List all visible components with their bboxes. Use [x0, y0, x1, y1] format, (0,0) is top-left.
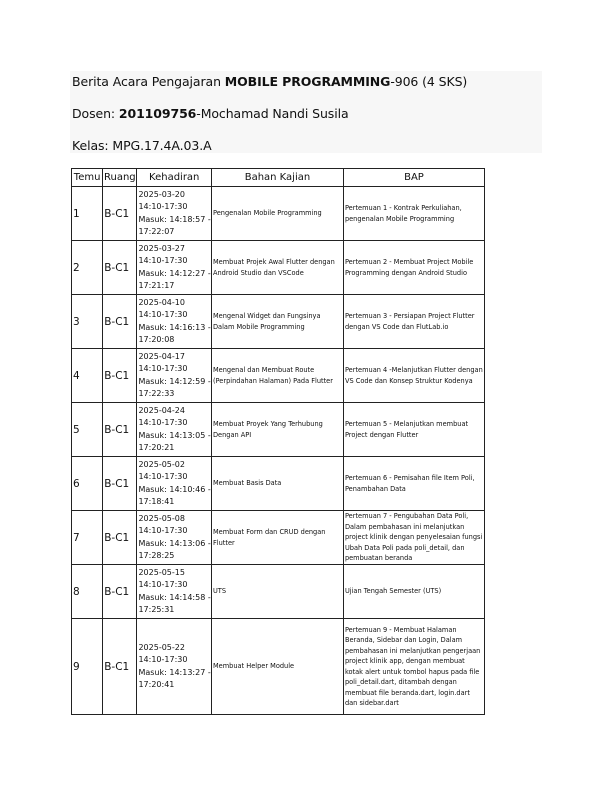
table-row	[72, 187, 485, 241]
cell-bap: Pertemuan 9 - Membuat Halaman Beranda, Sidebar dan Login, Dalam pembahasan ini melanjutkan pengerjaan project klinik app, dengan membuat kotak alert untuk tombol hapus pada file poli_detail.dart, ditambah dengan membuat file beranda.dart, login.dart dan sidebar.dart	[343, 619, 484, 715]
table-row	[72, 295, 485, 349]
cell-kehadiran	[137, 349, 212, 403]
schedule-time: 2025-05-02 14:10-17:30	[138, 460, 188, 482]
cell-temu: 1	[72, 187, 103, 241]
attendance-time: Masuk: 14:13:05 - 17:20:21	[138, 430, 211, 452]
header-kehadiran: Kehadiran	[137, 169, 212, 187]
schedule-time: 2025-03-20 14:10-17:30	[138, 190, 188, 212]
cell-ruang: B-C1	[103, 511, 137, 565]
attendance-time: Masuk: 14:10:46 - 17:18:41	[138, 484, 211, 506]
schedule-time: 2025-04-10 14:10-17:30	[138, 298, 188, 320]
title-prefix: Berita Acara Pengajaran	[72, 74, 225, 89]
cell-bap: Pertemuan 6 - Pemisahan file Item Poli, Penambahan Data	[343, 457, 484, 511]
lecturer-name: -Mochamad Nandi Susila	[196, 106, 349, 121]
attendance-time: Masuk: 14:14:58 - 17:25:31	[138, 592, 211, 614]
cell-kehadiran	[137, 619, 212, 715]
cell-temu: 8	[72, 565, 103, 619]
cell-bahan-kajian: UTS	[211, 565, 343, 619]
cell-kehadiran	[137, 403, 212, 457]
cell-ruang: B-C1	[103, 619, 137, 715]
table-row	[72, 349, 485, 403]
cell-ruang: B-C1	[103, 457, 137, 511]
table-body	[72, 187, 485, 715]
cell-ruang: B-C1	[103, 403, 137, 457]
lecturer-id: 201109756	[118, 106, 197, 121]
cell-ruang: B-C1	[103, 187, 137, 241]
cell-bap: Pertemuan 2 - Membuat Project Mobile Programming dengan Android Studio	[343, 241, 484, 295]
attendance-time: Masuk: 14:13:27 - 17:20:41	[138, 667, 211, 689]
header-ruang: Ruang	[103, 169, 137, 187]
attendance-table	[71, 168, 485, 715]
attendance-time: Masuk: 14:12:59 - 17:22:33	[138, 376, 211, 398]
cell-bahan-kajian: Membuat Form dan CRUD dengan Flutter	[211, 511, 343, 565]
cell-kehadiran	[137, 295, 212, 349]
cell-bap: Pertemuan 7 - Pengubahan Data Poli, Dalam pembahasan ini melanjutkan project klinik dengan penyelesaian fungsi Ubah Data Poli pada poli_detail, dan pembuatan beranda	[343, 511, 484, 565]
cell-kehadiran	[137, 241, 212, 295]
class-line: Kelas: MPG.17.4A.03.A	[72, 138, 212, 153]
table-row	[72, 241, 485, 295]
cell-bahan-kajian: Pengenalan Mobile Programming	[211, 187, 343, 241]
schedule-time: 2025-05-22 14:10-17:30	[138, 643, 188, 665]
cell-ruang: B-C1	[103, 349, 137, 403]
cell-bap: Pertemuan 5 - Melanjutkan membuat Project dengan Flutter	[343, 403, 484, 457]
cell-kehadiran	[137, 565, 212, 619]
cell-ruang: B-C1	[103, 241, 137, 295]
header-bap: BAP	[343, 169, 484, 187]
cell-bahan-kajian: Membuat Proyek Yang Terhubung Dengan API	[211, 403, 343, 457]
cell-temu: 2	[72, 241, 103, 295]
cell-temu: 3	[72, 295, 103, 349]
cell-bahan-kajian: Membuat Projek Awal Flutter dengan Android Studio dan VSCode	[211, 241, 343, 295]
cell-bap: Pertemuan 1 - Kontrak Perkuliahan, pengenalan Mobile Programming	[343, 187, 484, 241]
cell-bap: Pertemuan 4 -Melanjutkan Flutter dengan VS Code dan Konsep Struktur Kodenya	[343, 349, 484, 403]
lecturer-label: Dosen:	[72, 106, 119, 121]
schedule-time: 2025-05-08 14:10-17:30	[138, 514, 188, 536]
cell-ruang: B-C1	[103, 565, 137, 619]
attendance-time: Masuk: 14:13:06 - 17:28:25	[138, 538, 211, 560]
cell-ruang: B-C1	[103, 295, 137, 349]
cell-bahan-kajian: Membuat Helper Module	[211, 619, 343, 715]
schedule-time: 2025-04-24 14:10-17:30	[138, 406, 188, 428]
cell-temu: 5	[72, 403, 103, 457]
table-row	[72, 565, 485, 619]
cell-kehadiran	[137, 187, 212, 241]
table-row	[72, 457, 485, 511]
cell-bahan-kajian: Mengenal dan Membuat Route (Perpindahan Halaman) Pada Flutter	[211, 349, 343, 403]
table-row	[72, 403, 485, 457]
table-header-row	[72, 169, 485, 187]
attendance-time: Masuk: 14:16:13 - 17:20:08	[138, 322, 211, 344]
cell-bap: Ujian Tengah Semester (UTS)	[343, 565, 484, 619]
course-code: -906 (4 SKS)	[390, 74, 468, 89]
title-line	[72, 74, 467, 89]
attendance-time: Masuk: 14:12:27 - 17:21:17	[138, 268, 211, 290]
schedule-time: 2025-05-15 14:10-17:30	[138, 568, 188, 590]
cell-kehadiran	[137, 511, 212, 565]
cell-bahan-kajian: Mengenal Widget dan Fungsinya Dalam Mobile Programming	[211, 295, 343, 349]
cell-temu: 9	[72, 619, 103, 715]
cell-temu: 7	[72, 511, 103, 565]
table-row	[72, 619, 485, 715]
lecturer-line	[72, 106, 349, 121]
cell-bahan-kajian: Membuat Basis Data	[211, 457, 343, 511]
header-bahan-kajian: Bahan Kajian	[211, 169, 343, 187]
cell-kehadiran	[137, 457, 212, 511]
schedule-time: 2025-04-17 14:10-17:30	[138, 352, 188, 374]
course-name: MOBILE PROGRAMMING	[224, 74, 391, 89]
schedule-time: 2025-03-27 14:10-17:30	[138, 244, 188, 266]
table-row	[72, 511, 485, 565]
cell-temu: 4	[72, 349, 103, 403]
attendance-time: Masuk: 14:18:57 - 17:22:07	[138, 214, 211, 236]
header-temu: Temu	[72, 169, 103, 187]
cell-bap: Pertemuan 3 - Persiapan Project Flutter dengan VS Code dan FlutLab.io	[343, 295, 484, 349]
cell-temu: 6	[72, 457, 103, 511]
